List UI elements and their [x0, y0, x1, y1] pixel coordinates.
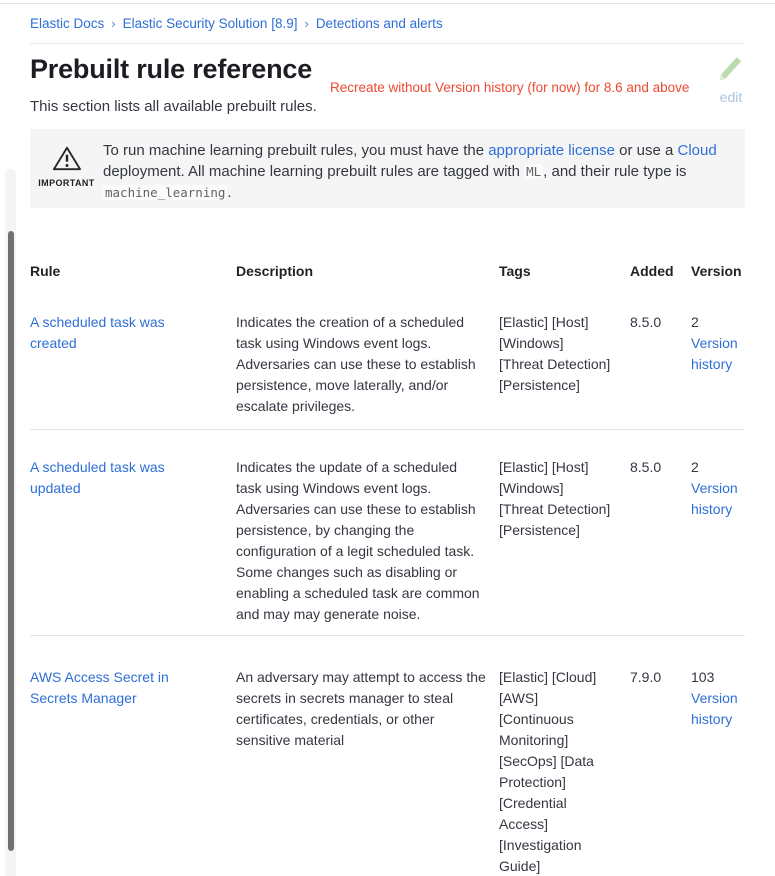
warning-triangle-icon — [51, 159, 83, 176]
rule-added: 7.9.0 — [630, 669, 662, 685]
breadcrumb-divider — [30, 43, 745, 44]
table-row — [30, 636, 745, 876]
rule-tags: [Elastic] [Cloud] [AWS] [Continuous Monitoring] [SecOps] [Data Protection] [Credential Access] [Investigation Guide] — [499, 669, 597, 874]
version-history-link[interactable]: Version history — [691, 690, 738, 727]
callout-text-segment: , and their rule type is — [543, 163, 687, 180]
rule-link[interactable]: A scheduled task was updated — [30, 459, 165, 496]
callout-text-segment: deployment. All machine learning prebuilt rules are tagged with — [103, 163, 525, 180]
rule-link[interactable]: A scheduled task was created — [30, 314, 165, 351]
rule-version-number: 2 — [691, 314, 699, 330]
callout-text-segment: . — [227, 184, 232, 201]
breadcrumb-separator-icon: › — [304, 16, 309, 31]
column-header-rule: Rule — [30, 263, 61, 279]
table-header-row — [30, 253, 745, 291]
callout-important-label: IMPORTANT — [38, 178, 95, 188]
rule-added: 8.5.0 — [630, 314, 662, 330]
review-annotation: Recreate without Version history (for now) for 8.6 and above — [330, 80, 690, 95]
version-history-link[interactable]: Version history — [691, 335, 738, 372]
rule-tags: [Elastic] [Host] [Windows] [Threat Detection] [Persistence] — [499, 459, 611, 538]
pencil-icon — [713, 53, 749, 85]
page-subtitle: This section lists all available prebuilt rules. — [30, 98, 317, 115]
machine-learning-code-tag: machine_learning — [105, 185, 226, 200]
page-title: Prebuilt rule reference — [30, 54, 313, 84]
table-row — [30, 291, 745, 430]
column-header-version: Version — [691, 263, 742, 279]
appropriate-license-link[interactable]: appropriate license — [488, 142, 615, 159]
rule-description: An adversary may attempt to access the secrets in secrets manager to steal certificates, credentials, or other sensitive material — [236, 669, 486, 748]
callout-text-segment: or use a — [614, 142, 678, 159]
ml-code-tag: ML — [526, 164, 542, 179]
column-header-tags: Tags — [499, 263, 531, 279]
rule-version-number: 2 — [691, 459, 699, 475]
rule-description: Indicates the update of a scheduled task using Windows event logs. Adversaries can use these to establish persistence, by changing the configuration of a legit scheduled task. Some changes such as disabling or enabling a scheduled task are common and may may generate noise. — [236, 459, 480, 622]
prebuilt-rules-table — [30, 253, 745, 876]
column-header-added: Added — [630, 263, 674, 279]
column-header-description: Description — [236, 263, 314, 279]
important-callout — [30, 129, 745, 208]
version-history-link[interactable]: Version history — [691, 480, 738, 517]
rule-version-number: 103 — [691, 669, 715, 685]
breadcrumb-security-solution[interactable]: Elastic Security Solution [8.9] — [122, 16, 298, 31]
table-row — [30, 430, 745, 636]
rule-description: Indicates the creation of a scheduled task using Windows event logs. Adversaries can use these to establish persistence, move laterally, and/or escalate privileges. — [236, 314, 476, 414]
cloud-link[interactable]: Cloud — [677, 142, 717, 159]
callout-text — [103, 140, 743, 203]
callout-text-segment: To run machine learning prebuilt rules, you must have the — [103, 142, 489, 159]
left-scrollbar-thumb[interactable] — [8, 231, 14, 851]
rule-link[interactable]: AWS Access Secret in Secrets Manager — [30, 669, 169, 706]
breadcrumb-detections-alerts[interactable]: Detections and alerts — [315, 16, 443, 31]
breadcrumb-elastic-docs[interactable]: Elastic Docs — [30, 16, 105, 31]
callout-icon-column — [30, 140, 103, 203]
edit-button[interactable] — [713, 53, 749, 105]
edit-button-label: edit — [719, 89, 743, 105]
rule-added: 8.5.0 — [630, 459, 662, 475]
breadcrumb-separator-icon: › — [111, 16, 116, 31]
page-top-border — [0, 3, 775, 4]
rule-tags: [Elastic] [Host] [Windows] [Threat Detection] [Persistence] — [499, 314, 611, 393]
breadcrumb — [30, 16, 745, 32]
